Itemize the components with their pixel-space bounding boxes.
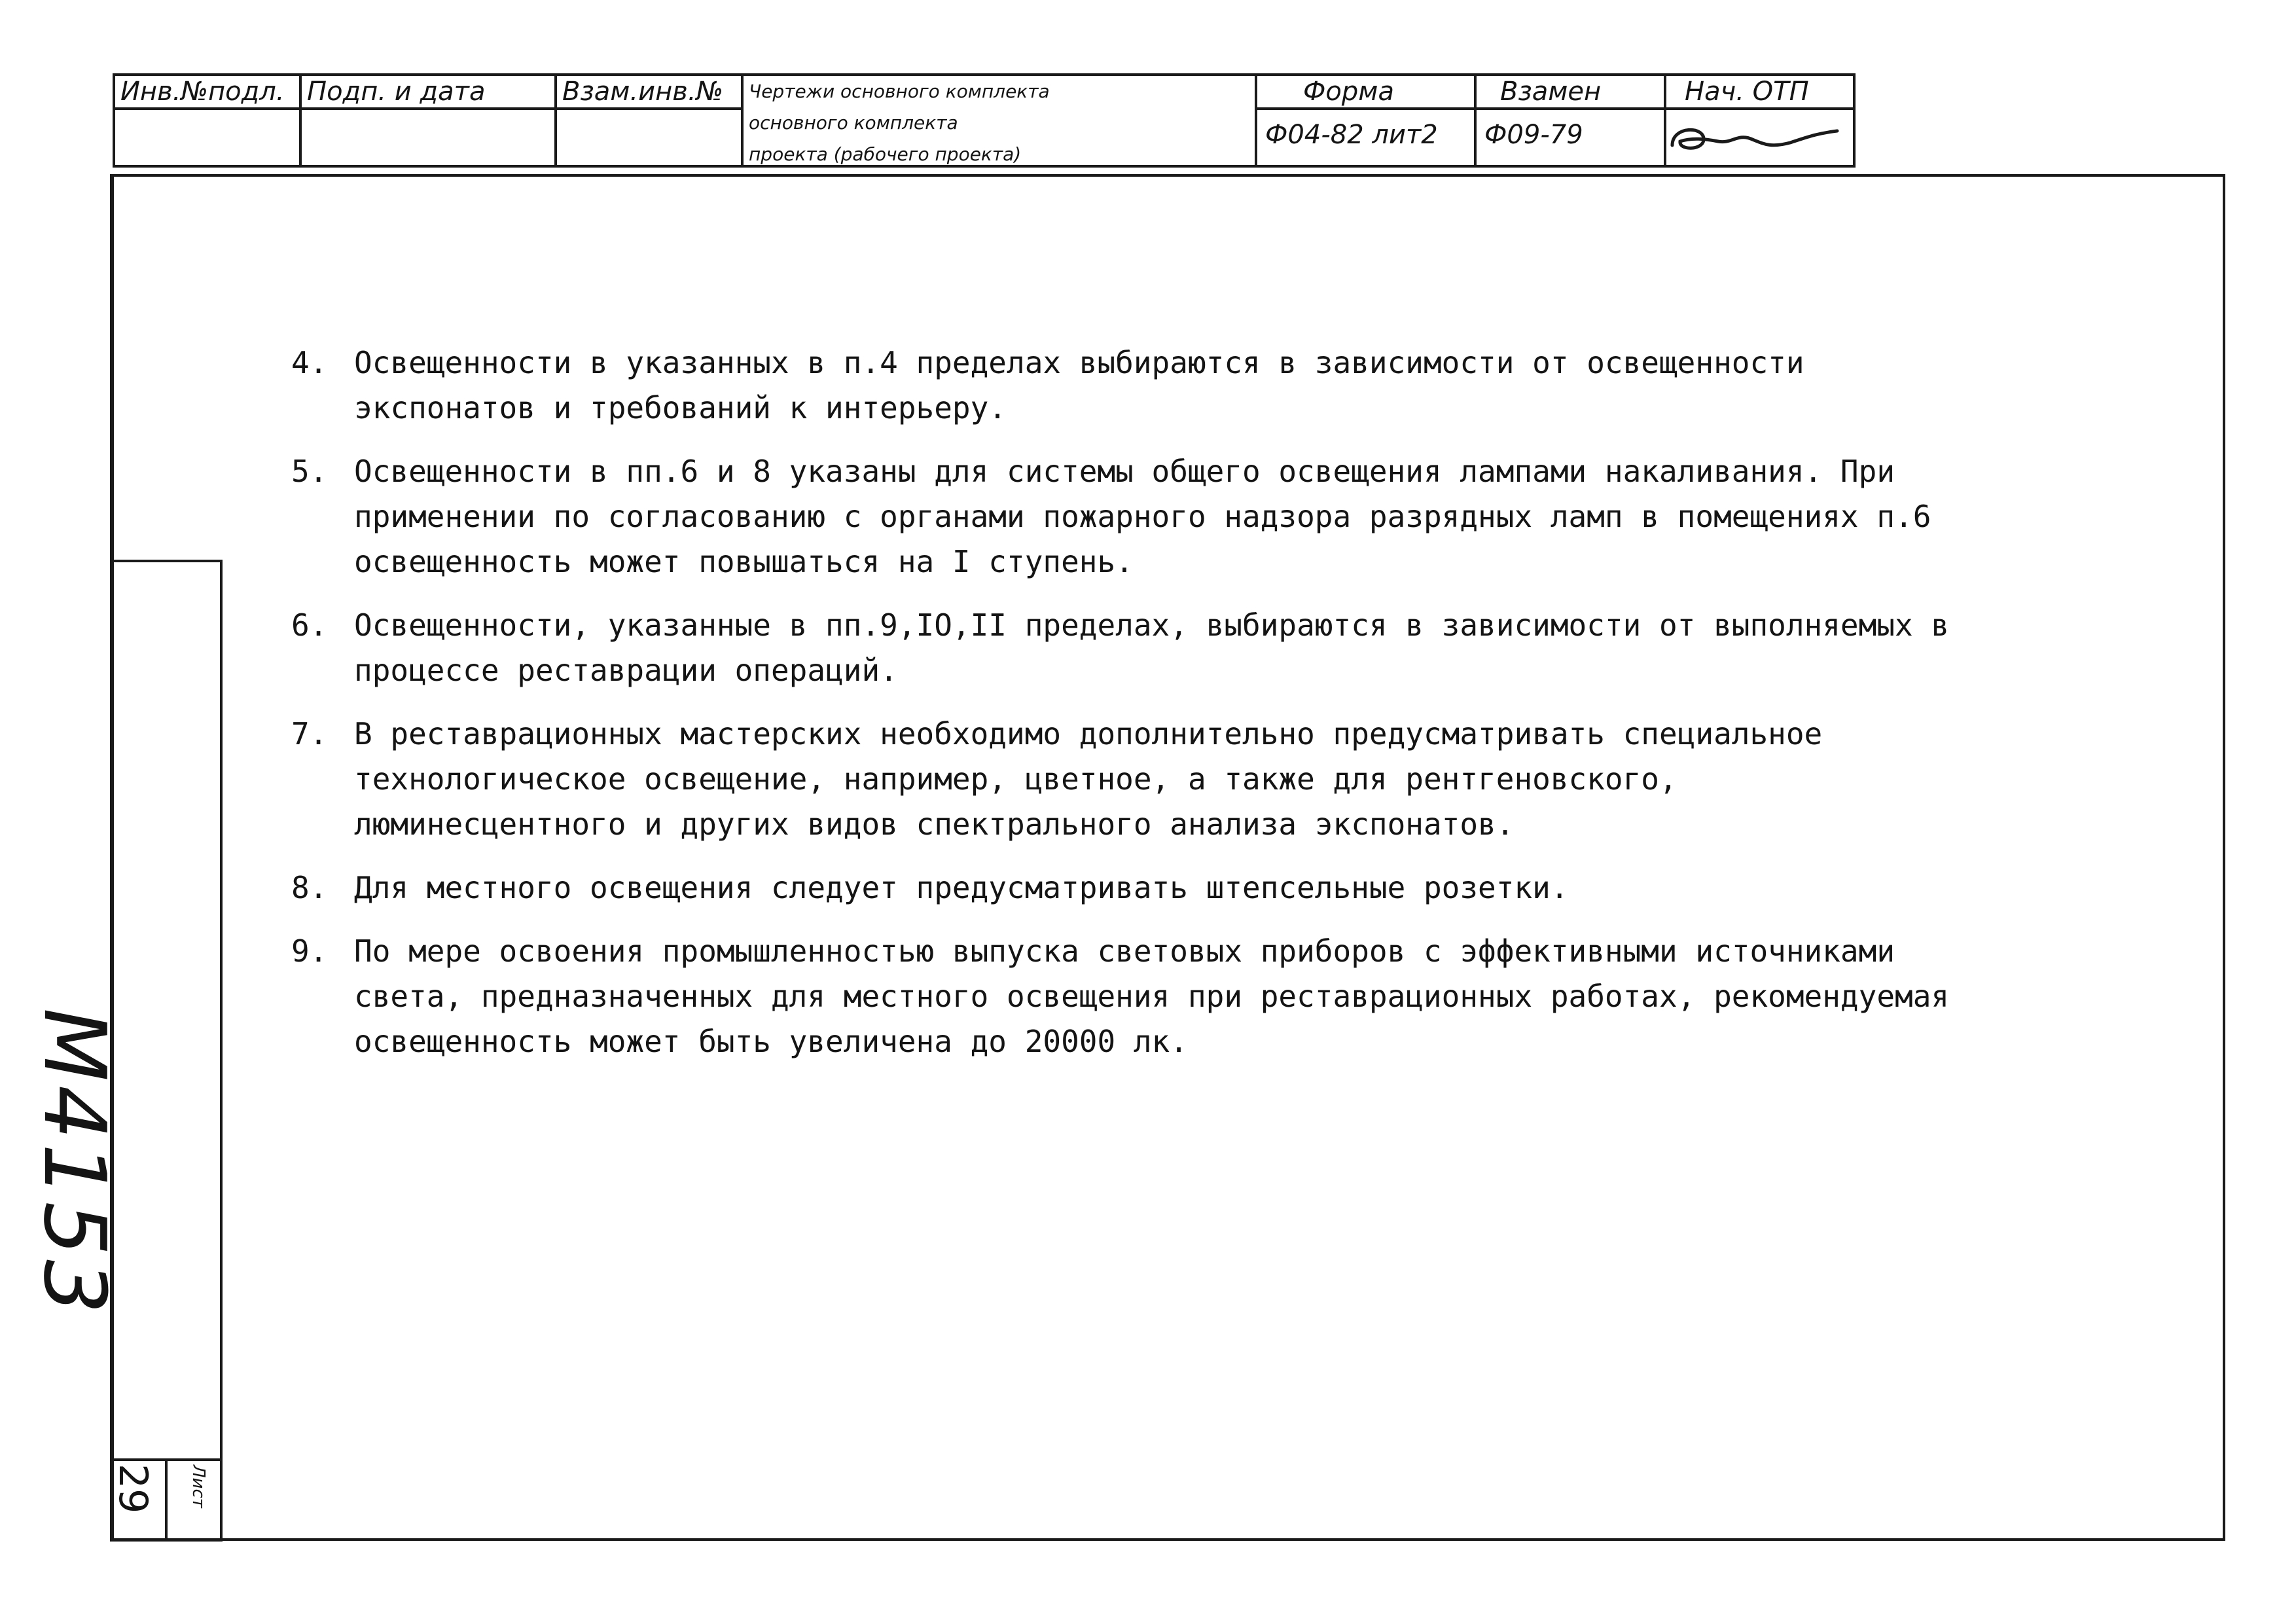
note-item xyxy=(291,449,1967,585)
note-text: По мере освоения промышленностью выпуска световых приборов с эффективными источниками света, предназначенных для местного освещения при реставрационных работах, рекомендуемая освещенность может быть увеличена до 20000 лк. xyxy=(354,933,1950,1059)
stamp-replaces-cell xyxy=(1477,76,1666,165)
stamp-inventory-header: Инв.№подл. xyxy=(115,76,299,110)
note-number: 7. xyxy=(291,716,328,751)
note-text: В реставрационных мастерских необходимо дополнительно предусматривать специальное технологическое освещение, например, цветное, а также для рентгеновского, люминесцентного и других видов спектрального анализа экспонатов. xyxy=(354,716,1823,842)
signature-mark xyxy=(1666,119,1849,158)
note-text: Для местного освещения следует предусматривать штепсельные розетки. xyxy=(354,870,1569,905)
stamp-description-line: проекта (рабочего проекта) xyxy=(749,143,1022,165)
archive-number: М4153 xyxy=(25,1008,124,1318)
stamp-replaced-inventory-cell xyxy=(557,76,744,165)
stamp-replaced-inventory-header: Взам.инв.№ xyxy=(557,76,741,110)
stamp-replaces-header: Взамен xyxy=(1477,76,1664,110)
note-number: 6. xyxy=(291,607,328,643)
stamp-form-cell xyxy=(1257,76,1477,165)
stamp-description-cell xyxy=(744,76,1257,165)
note-text: Освещенности, указанные в пп.9,IO,II пределах, выбираются в зависимости от выполняемых в процессе реставрации операций. xyxy=(354,607,1950,688)
sheet-number: 29 xyxy=(110,1464,156,1514)
sheet-box xyxy=(110,1458,223,1538)
sheet-number-cell xyxy=(110,1461,168,1538)
stamp-inventory-cell xyxy=(115,76,302,165)
note-number: 4. xyxy=(291,345,328,380)
note-item xyxy=(291,712,1967,847)
note-item xyxy=(291,603,1967,693)
stamp-replaces-value: Ф09-79 xyxy=(1484,120,1583,150)
sheet-label-cell xyxy=(168,1461,223,1538)
stamp-head-header: Нач. ОТП xyxy=(1666,76,1853,110)
note-text: Освещенности в указанных в п.4 пределах выбираются в зависимости от освещенности экспонатов и требований к интерьеру. xyxy=(354,345,1804,425)
stamp-form-value: Ф04-82 лит2 xyxy=(1265,120,1438,150)
stamp-description-line: Чертежи основного комплекта xyxy=(749,81,1050,102)
stamp-signature-date-header: Подп. и дата xyxy=(302,76,554,110)
note-number: 8. xyxy=(291,870,328,905)
notes-list xyxy=(291,340,1967,1083)
note-item xyxy=(291,340,1967,431)
note-number: 5. xyxy=(291,454,328,489)
stamp-description-line: основного комплекта xyxy=(749,112,958,134)
note-item xyxy=(291,865,1967,911)
stamp-signature-date-cell xyxy=(302,76,557,165)
margin-strip xyxy=(110,560,223,1542)
stamp-form-header: Форма xyxy=(1257,76,1474,110)
title-stamp xyxy=(113,73,1856,168)
note-number: 9. xyxy=(291,933,328,969)
sheet-label: Лист xyxy=(188,1465,208,1508)
note-item xyxy=(291,929,1967,1064)
note-text: Освещенности в пп.6 и 8 указаны для системы общего освещения лампами накаливания. При применении по согласованию с органами пожарного надзора разрядных ламп в помещениях п.6 освещенность может повышаться на I ступень. xyxy=(354,454,1931,579)
